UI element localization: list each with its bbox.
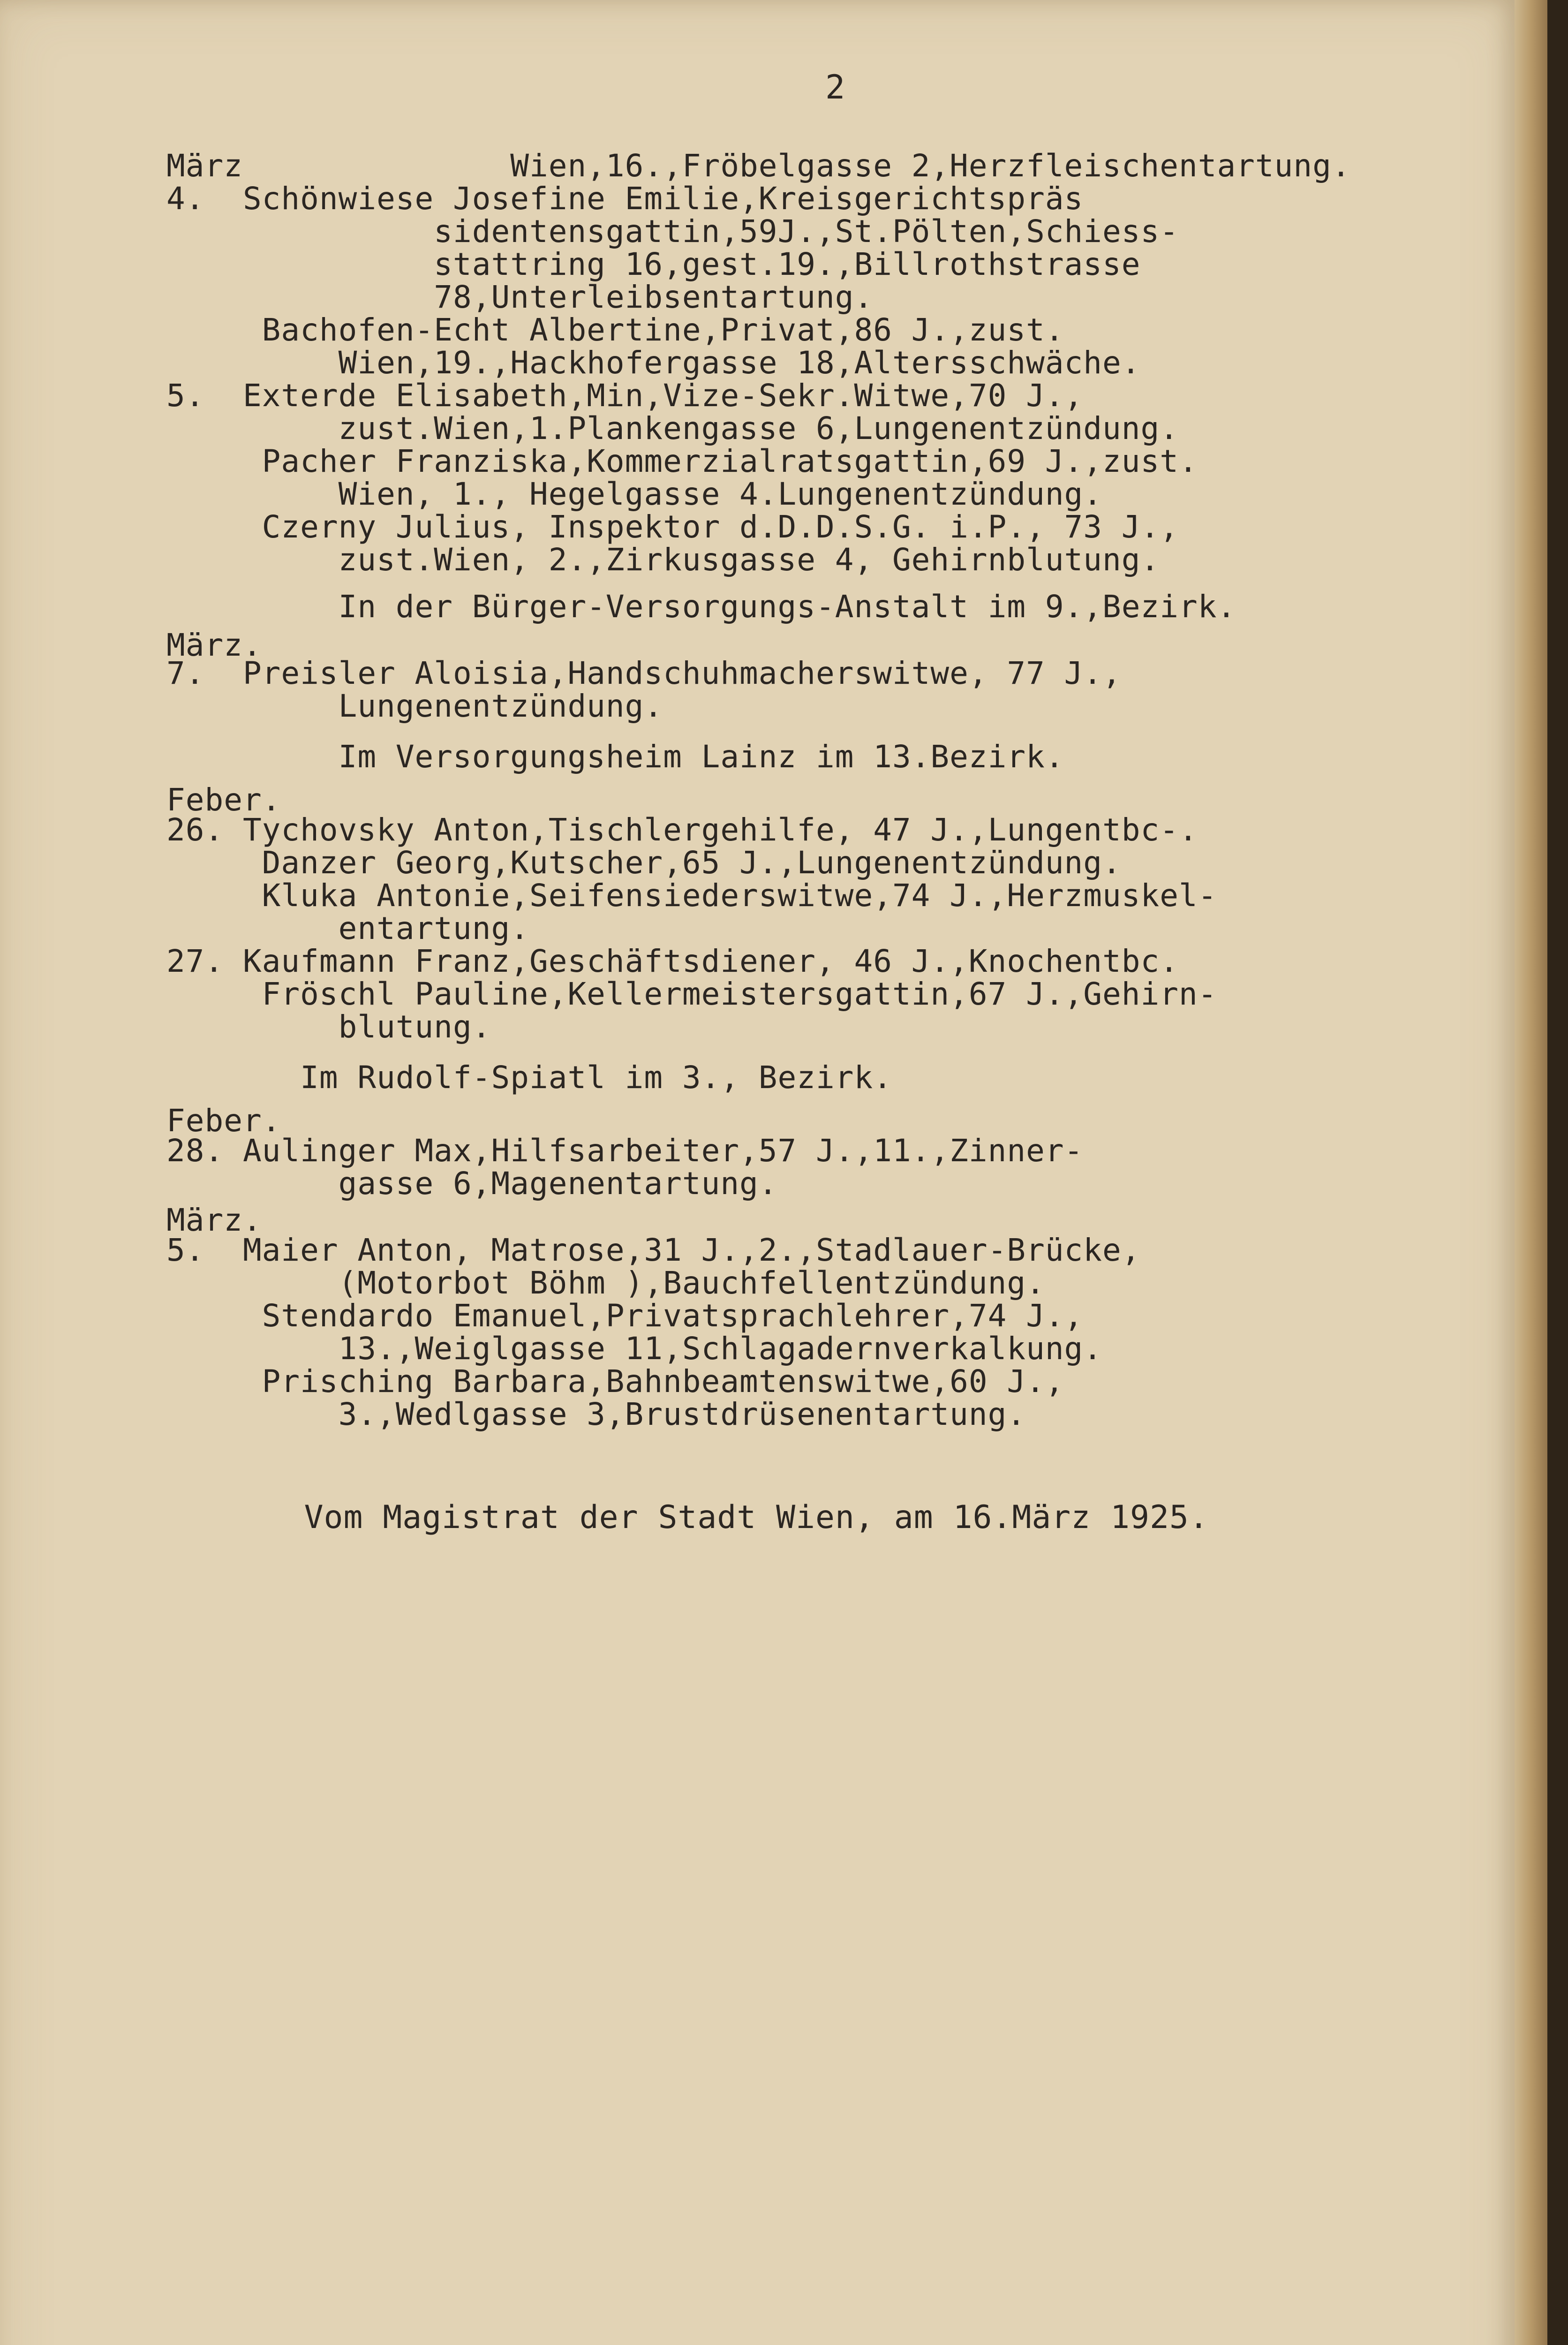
binding-shadow (1547, 0, 1568, 2345)
page-number: 2 (825, 68, 846, 106)
text-line: Prisching Barbara,Bahnbeamtenswitwe,60 J., (166, 1363, 1064, 1399)
text-line: 13.,Weiglgasse 11,Schlagadernverkalkung. (166, 1331, 1103, 1367)
text-line: 3.,Wedlgasse 3,Brustdrüsenentartung. (166, 1396, 1026, 1432)
text-line: zust.Wien,1.Plankengasse 6,Lungenentzündung. (166, 410, 1179, 446)
month-label: Feber. (166, 782, 281, 818)
text-line: 5. Exterde Elisabeth,Min,Vize-Sekr.Witwe,70 J., (166, 378, 1084, 414)
text-line: stattring 16,gest.19.,Billrothstrasse (166, 246, 1141, 282)
text-line: Fröschl Pauline,Kellermeistersgattin,67 J.,Gehirn- (166, 976, 1217, 1012)
section-heading: In der Bürger-Versorgungs-Anstalt im 9.,Bezirk. (166, 589, 1236, 625)
month-label: März. (166, 1202, 262, 1238)
text-line: Pacher Franziska,Kommerzialratsgattin,69 J.,zust. (166, 443, 1198, 479)
text-line: 4. Schönwiese Josefine Emilie,Kreisgerichtspräs (166, 181, 1084, 217)
text-line: Lungenentzündung. (166, 688, 663, 724)
text-line: 27. Kaufmann Franz,Geschäftsdiener, 46 J.,Knochentbc. (166, 943, 1179, 979)
text-line: blutung. (166, 1009, 491, 1045)
text-line: Wien, 1., Hegelgasse 4.Lungenentzündung. (166, 476, 1103, 512)
text-line: zust.Wien, 2.,Zirkusgasse 4, Gehirnblutung. (166, 542, 1160, 578)
text-line: 26. Tychovsky Anton,Tischlergehilfe, 47 J.,Lungentbc-. (166, 812, 1198, 848)
text-line: 28. Aulinger Max,Hilfsarbeiter,57 J.,11.,Zinner- (166, 1133, 1084, 1169)
text-line: Wien,19.,Hackhofergasse 18,Altersschwäche. (166, 345, 1141, 381)
month-label: März. (166, 627, 262, 663)
text-line: (Motorbot Böhm ),Bauchfellentzündung. (166, 1265, 1045, 1301)
text-line: entartung. (166, 910, 529, 946)
text-line: Czerny Julius, Inspektor d.D.D.S.G. i.P., 73 J., (166, 509, 1179, 545)
text-line: 7. Preisler Aloisia,Handschuhmacherswitwe, 77 J., (166, 655, 1122, 691)
text-line: Stendardo Emanuel,Privatsprachlehrer,74 J., (166, 1298, 1084, 1334)
text-line: sidentensgattin,59J.,St.Pölten,Schiess- (166, 213, 1179, 250)
text-line: März Wien,16.,Fröbelgasse 2,Herzfleischentartung. (166, 148, 1351, 184)
text-line: 5. Maier Anton, Matrose,31 J.,2.,Stadlauer-Brücke, (166, 1232, 1141, 1268)
closing-line: Vom Magistrat der Stadt Wien, am 16.März 1925. (166, 1499, 1209, 1536)
text-line: 78,Unterleibsentartung. (166, 279, 874, 315)
text-line: Kluka Antonie,Seifensiederswitwe,74 J.,Herzmuskel- (166, 877, 1217, 914)
month-label: Feber. (166, 1103, 281, 1139)
text-line: Danzer Georg,Kutscher,65 J.,Lungenentzündung. (166, 845, 1122, 881)
section-heading: Im Versorgungsheim Lainz im 13.Bezirk. (166, 739, 1064, 775)
section-heading: Im Rudolf-Spiatl im 3., Bezirk. (166, 1059, 892, 1096)
text-line: Bachofen-Echt Albertine,Privat,86 J.,zust. (166, 312, 1064, 348)
text-line: gasse 6,Magenentartung. (166, 1165, 778, 1202)
